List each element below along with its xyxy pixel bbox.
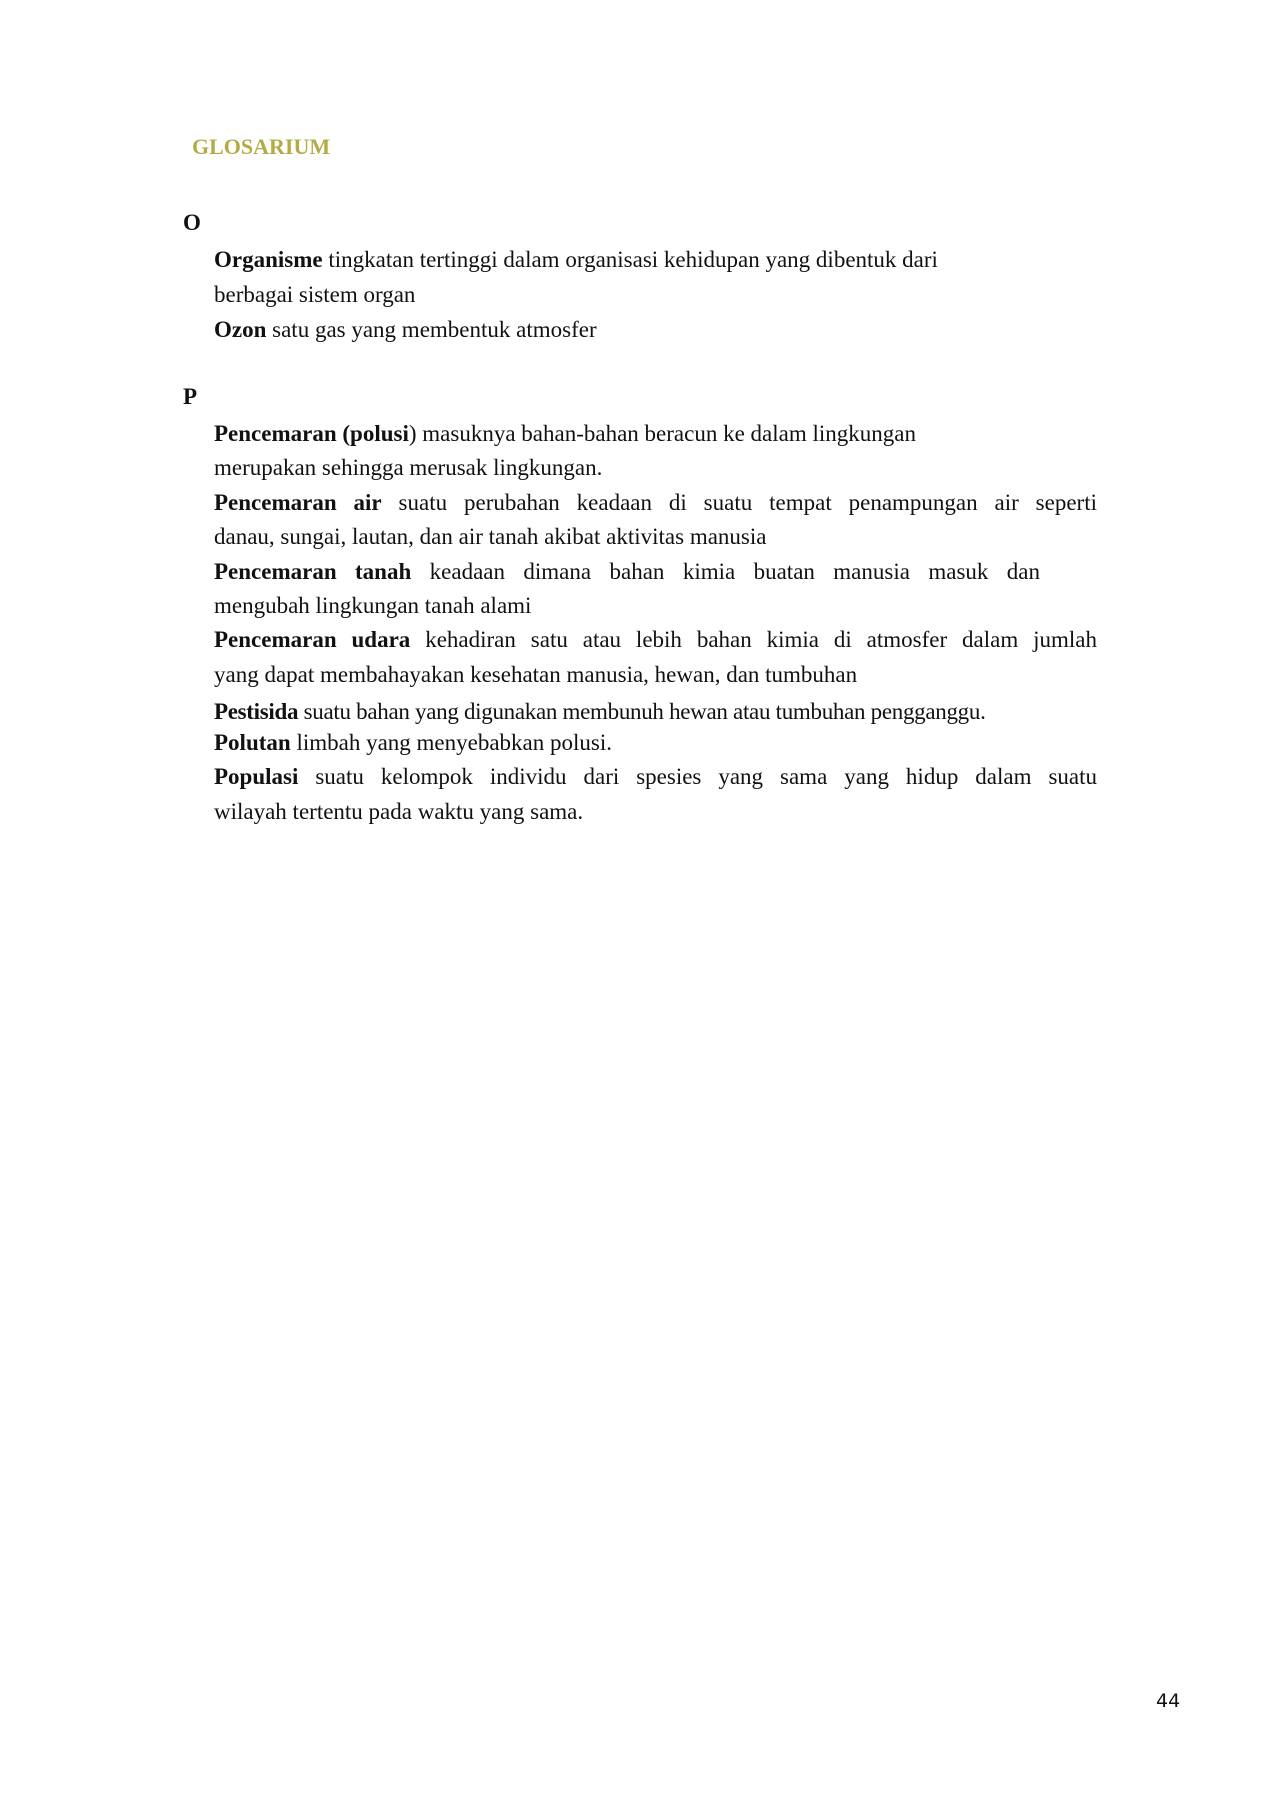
definition: limbah yang menyebabkan polusi. [296,730,612,755]
section-letter-o: O [183,210,201,235]
glossary-entry-organisme [214,246,1097,274]
definition: suatu bahan yang digunakan membunuh hewan atau tumbuhan pengganggu. [303,699,986,724]
term: Pencemaran udara [214,627,411,652]
page-number: 44 [1156,1690,1181,1712]
section-letter-p: P [183,384,198,409]
definition-continuation: mengubah lingkungan tanah alami [214,593,532,618]
term: Pencemaran tanah [214,559,412,584]
glossary-entry-pencemaran-tanah [214,558,1040,586]
definition: satu gas yang membentuk atmosfer [272,317,597,342]
glossary-entry-pencemaran-udara [214,626,1097,654]
term: Organisme [214,247,323,272]
term: Populasi [214,764,299,789]
glossary-entry-pencemaran-air [214,489,1097,517]
definition: suatu kelompok individu dari spesies yang sama yang hidup dalam suatu [315,764,1098,789]
term: Pencemaran (polusi [214,421,409,446]
term: Pencemaran air [214,490,382,515]
definition: tingkatan tertinggi dalam organisasi kehidupan yang dibentuk dari [328,247,938,272]
definition: masuknya bahan-bahan beracun ke dalam lingkungan [422,421,916,446]
glossary-entry-populasi [214,763,1097,791]
definition-continuation: merupakan sehingga merusak lingkungan. [214,455,603,480]
definition: suatu perubahan keadaan di suatu tempat penampungan air seperti [398,490,1097,515]
definition: keadaan dimana bahan kimia buatan manusia masuk dan [429,559,1040,584]
term: Polutan [214,730,291,755]
definition: kehadiran satu atau lebih bahan kimia di atmosfer dalam jumlah [425,627,1098,652]
definition-continuation: wilayah tertentu pada waktu yang sama. [214,799,584,824]
glossary-title: GLOSARIUM [192,134,331,159]
glossary-entry-ozon [214,316,1097,344]
definition-continuation: yang dapat membahayakan kesehatan manusia, hewan, dan tumbuhan [214,662,858,687]
glossary-entry-pencemaran [214,420,1097,448]
term-suffix: ) [408,421,417,446]
term: Pestisida [214,699,299,724]
glossary-entry-pestisida [214,698,1097,726]
definition-continuation: berbagai sistem organ [214,282,416,307]
term: Ozon [214,317,267,342]
glossary-entry-polutan [214,729,1097,757]
definition-continuation: danau, sungai, lautan, dan air tanah akibat aktivitas manusia [214,524,767,549]
